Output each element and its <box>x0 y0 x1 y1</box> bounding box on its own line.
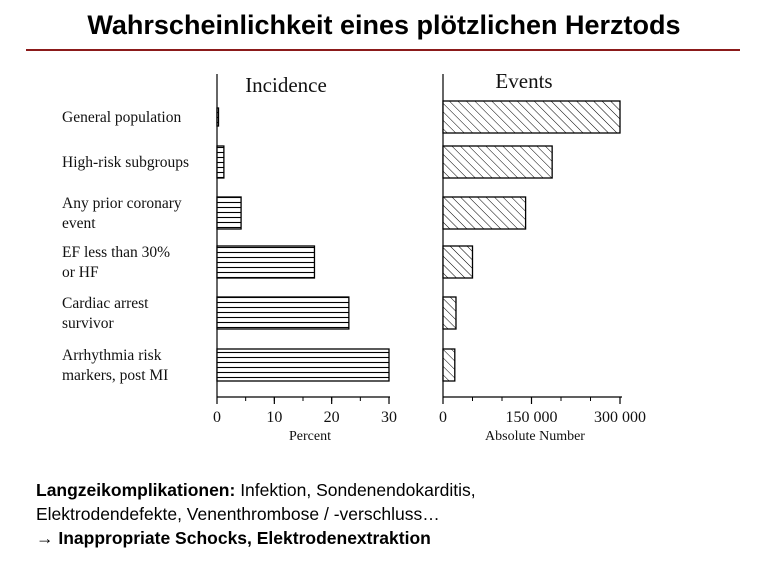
incidence-tick-label-1: 0 <box>213 409 221 426</box>
events-tick-label-2: 150 000 <box>505 409 558 426</box>
complications-line-1 <box>36 478 736 502</box>
incidence-panel-title: Incidence <box>245 73 327 97</box>
category-labels <box>62 109 189 384</box>
events-bar-5 <box>443 297 456 329</box>
incidence-bar-3 <box>217 197 241 229</box>
category-label-4-line-2: or HF <box>62 264 99 281</box>
incidence-bars <box>217 108 389 381</box>
events-panel-title: Events <box>495 69 553 93</box>
category-label-3-line-2: event <box>62 215 96 232</box>
category-label-6-line-1: Arrhythmia risk <box>62 347 162 364</box>
events-x-axis-title: Absolute Number <box>485 429 585 444</box>
complications-line-3 <box>36 526 736 550</box>
category-label-1-line-1: General population <box>62 109 182 126</box>
events-tick-label-3: 300 000 <box>594 409 646 426</box>
category-label-4-line-1: EF less than 30% <box>62 244 171 261</box>
complications-line-2: Elektrodendefekte, Venenthrombose / -verschluss… <box>36 504 440 524</box>
incidence-bar-6 <box>217 349 389 381</box>
complications-list-part-1: Infektion, Sondenendokarditis, <box>235 480 476 500</box>
incidence-bar-2 <box>217 146 224 178</box>
consequences-text: Inappropriate Schocks, Elektrodenextraktion <box>58 528 431 548</box>
bottom-notes <box>36 478 736 550</box>
events-bar-4 <box>443 246 473 278</box>
events-tick-label-1: 0 <box>439 409 447 426</box>
events-bar-2 <box>443 146 552 178</box>
incidence-tick-label-2: 10 <box>266 409 283 426</box>
incidence-x-ticks <box>213 397 397 426</box>
category-label-5-line-1: Cardiac arrest <box>62 295 149 312</box>
incidence-bar-1 <box>217 108 219 126</box>
events-bar-6 <box>443 349 455 381</box>
incidence-x-axis-title: Percent <box>289 429 331 444</box>
slide-title: Wahrscheinlichkeit eines plötzlichen Herztods <box>87 10 681 40</box>
events-bar-3 <box>443 197 526 229</box>
category-label-3-line-1: Any prior coronary <box>62 195 182 212</box>
incidence-tick-label-3: 20 <box>323 409 340 426</box>
events-x-ticks <box>439 397 646 426</box>
incidence-bar-5 <box>217 297 349 329</box>
category-label-2-line-1: High-risk subgroups <box>62 154 190 171</box>
incidence-bar-4 <box>217 246 314 278</box>
events-bars <box>443 101 620 381</box>
category-label-6-line-2: markers, post MI <box>62 367 169 384</box>
category-label-5-line-2: survivor <box>62 315 114 332</box>
events-bar-1 <box>443 101 620 133</box>
complications-heading: Langzeikomplikationen: <box>36 480 236 500</box>
incidence-tick-label-4: 30 <box>381 409 397 426</box>
arrow-icon: → <box>36 528 54 548</box>
